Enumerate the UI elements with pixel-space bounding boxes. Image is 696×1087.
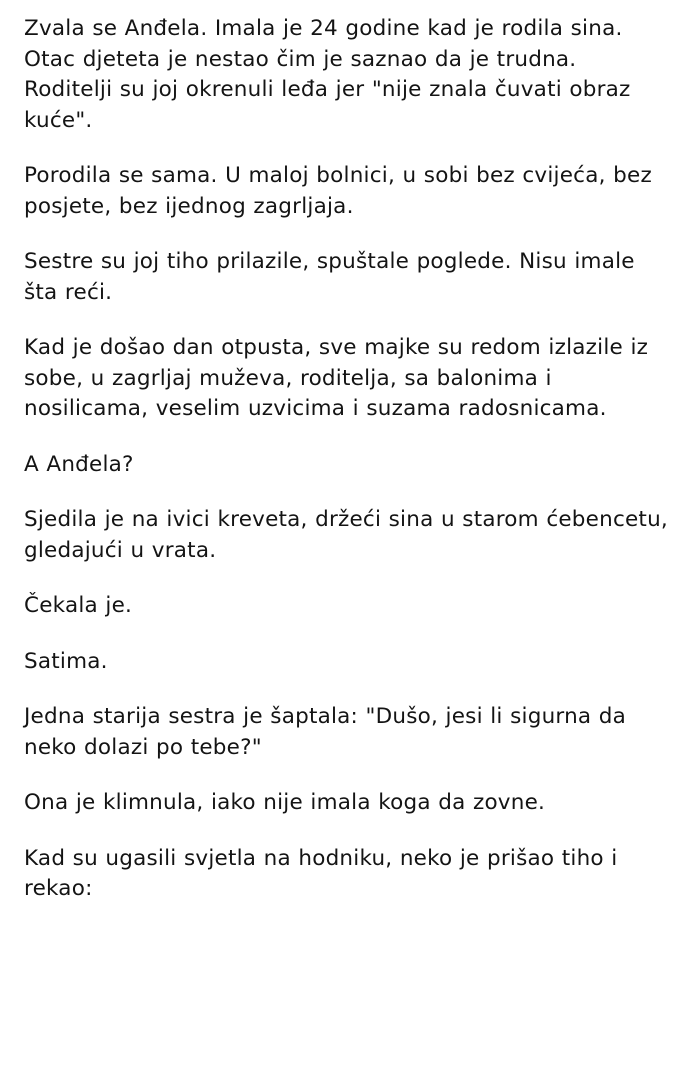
- story-paragraph: Kad su ugasili svjetla na hodniku, neko je prišao tiho i rekao:: [24, 845, 618, 902]
- story-paragraph: Zvala se Anđela. Imala je 24 godine kad je rodila sina. Otac djeteta je nestao čim je saznao da je trudna. Roditelji su joj okrenuli leđa jer "nije znala čuvati obraz kuće".: [24, 16, 631, 133]
- story-paragraph: Čekala je.: [24, 593, 133, 619]
- story-paragraph: Porodila se sama. U maloj bolnici, u sobi bez cvijeća, bez posjete, bez ijednog zagrljaja.: [24, 163, 652, 219]
- story-paragraph: Sjedila je na ivici kreveta, držeći sina u starom ćebencetu, gledajući u vrata.: [24, 507, 668, 563]
- story-paragraph: Kad je došao dan otpusta, sve majke su redom izlazile iz sobe, u zagrljaj muževa, roditelja, sa balonima i nosilicama, veselim uzvicima i suzama radosnicama.: [24, 335, 649, 422]
- story-paragraph: A Anđela?: [24, 451, 134, 477]
- story-paragraph: Sestre su joj tiho prilazile, spuštale poglede. Nisu imale šta reći.: [24, 249, 635, 305]
- story-paragraph: Satima.: [24, 648, 108, 674]
- story-paragraph: Jedna starija sestra je šaptala: "Dušo, jesi li sigurna da neko dolazi po tebe?": [24, 704, 627, 760]
- story-paragraph: Ona je klimnula, iako nije imala koga da zovne.: [24, 790, 546, 816]
